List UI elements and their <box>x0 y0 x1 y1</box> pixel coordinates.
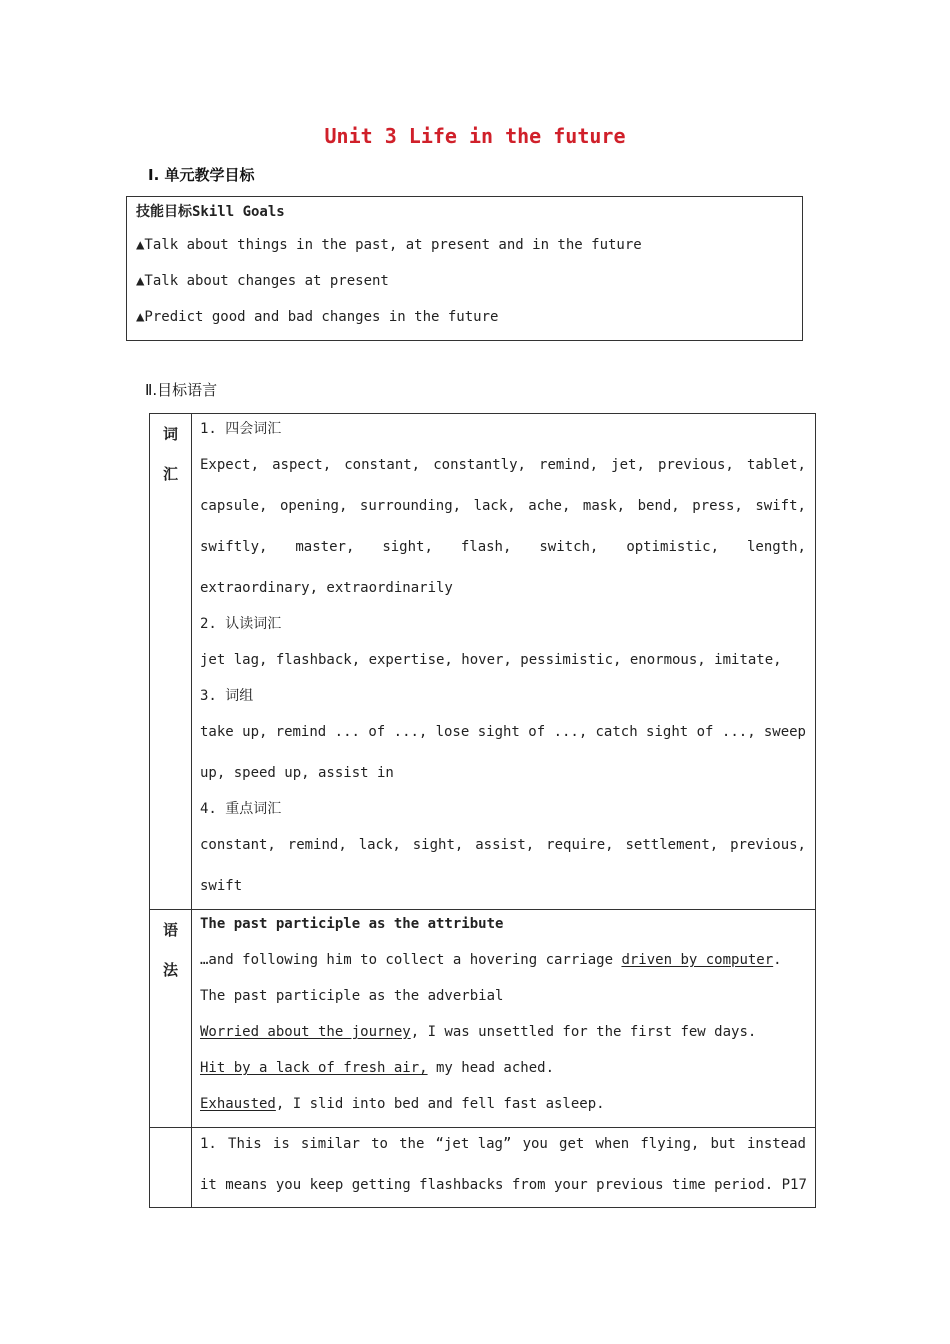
target-language-table <box>149 413 816 1208</box>
page-title: Unit 3 Life in the future <box>324 124 626 148</box>
vocab-subheading: 1. 四会词汇 <box>200 421 282 437</box>
skill-goals-box <box>126 196 803 341</box>
grammar-example: …and following him to collect a hovering carriage driven by computer. <box>200 952 782 968</box>
vocab-words-line: Expect, aspect, constant, constantly, remind, jet, previous, tablet, <box>200 457 806 473</box>
skill-goals-heading: 技能目标Skill Goals <box>136 204 285 220</box>
sentence-line: it means you keep getting flashbacks from your previous time period. P17 <box>200 1177 807 1193</box>
vocab-row <box>150 414 816 910</box>
sentences-row <box>150 1128 816 1208</box>
skill-goal-item: ▲Talk about things in the past, at present and in the future <box>136 237 642 253</box>
vocab-label: 词 汇 <box>162 425 178 483</box>
vocab-words-line: jet lag, flashback, expertise, hover, pessimistic, enormous, imitate, <box>200 652 782 668</box>
grammar-row <box>150 910 816 1128</box>
grammar-subheading: The past participle as the adverbial <box>200 988 504 1004</box>
vocab-content-cell <box>192 414 816 910</box>
vocab-key-line: constant, remind, lack, sight, assist, require, settlement, previous, <box>200 837 806 853</box>
section-heading-language: Ⅱ.目标语言 <box>145 381 218 399</box>
vocab-phrases-line: take up, remind ... of ..., lose sight of ..., catch sight of ..., sweep <box>200 724 806 740</box>
vocab-words-line: capsule, opening, surrounding, lack, ache, mask, bend, press, swift, <box>200 498 806 514</box>
sentence-line: 1. This is similar to the “jet lag” you get when flying, but instead <box>200 1136 806 1152</box>
grammar-label: 语 法 <box>162 921 178 979</box>
grammar-example: Exhausted, I slid into bed and fell fast asleep. <box>200 1096 605 1112</box>
grammar-content-cell <box>192 910 816 1128</box>
skill-goal-item: ▲Predict good and bad changes in the future <box>136 309 499 325</box>
vocab-subheading: 3. 词组 <box>200 688 254 704</box>
vocab-words-line: extraordinary, extraordinarily <box>200 580 453 596</box>
vocab-label-cell <box>150 414 192 910</box>
vocab-words-line: swiftly, master, sight, flash, switch, optimistic, length, <box>200 539 806 555</box>
sentences-content-cell <box>192 1128 816 1208</box>
section-heading-goals: Ⅰ. 单元教学目标 <box>148 166 255 184</box>
grammar-example: Worried about the journey, I was unsettled for the first few days. <box>200 1024 757 1040</box>
vocab-phrases-line: up, speed up, assist in <box>200 765 394 781</box>
vocab-subheading: 4. 重点词汇 <box>200 801 282 817</box>
grammar-example: Hit by a lack of fresh air, my head ached. <box>200 1060 555 1076</box>
vocab-subheading: 2. 认读词汇 <box>200 616 282 632</box>
vocab-key-line: swift <box>200 878 243 894</box>
grammar-heading: The past participle as the attribute <box>200 916 504 932</box>
grammar-label-cell <box>150 910 192 1128</box>
sentences-label-cell <box>150 1128 192 1208</box>
skill-goal-item: ▲Talk about changes at present <box>136 273 389 289</box>
